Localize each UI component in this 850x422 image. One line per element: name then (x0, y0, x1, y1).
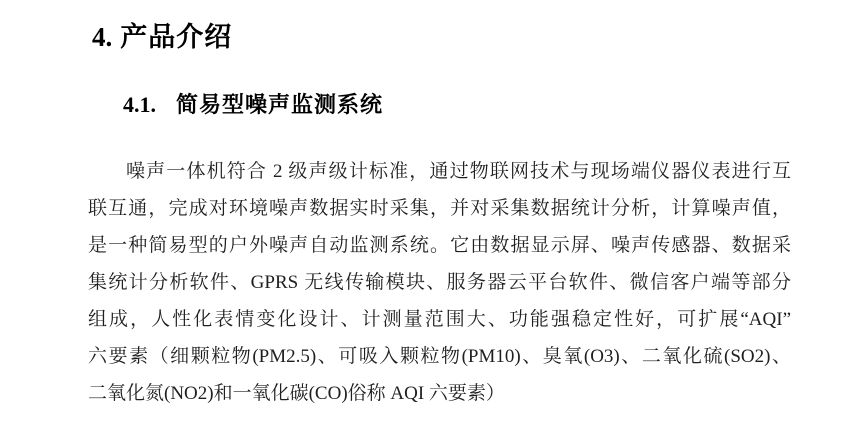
paragraph-line: 集统计分析软件、GPRS 无线传输模块、服务器云平台软件、微信客户端等部分 (88, 272, 791, 293)
paragraph-line: 是一种简易型的户外噪声自动监测系统。它由数据显示屏、噪声传感器、数据采 (88, 235, 791, 256)
paragraph-line: 组成，人性化表情变化设计、计测量范围大、功能强稳定性好，可扩展“AQI” (88, 309, 791, 330)
subsection-number: 4.1. (123, 92, 156, 117)
section-title: 产品介绍 (120, 22, 233, 52)
section-number: 4. (92, 22, 113, 52)
paragraph-line: 噪声一体机符合 2 级声级计标准，通过物联网技术与现场端仪器仪表进行互 (126, 161, 791, 182)
subsection-heading (123, 90, 383, 120)
paragraph (88, 153, 791, 412)
subsection-title: 简易型噪声监测系统 (176, 92, 384, 117)
paragraph-line: 联互通，完成对环境噪声数据实时采集，并对采集数据统计分析，计算噪声值， (88, 198, 791, 219)
paragraph-line: 二氧化氮(NO2)和一氧化碳(CO)俗称 AQI 六要素） (88, 383, 505, 404)
paragraph-line: 六要素（细颗粒物(PM2.5)、可吸入颗粒物(PM10)、臭氧(O3)、二氧化硫(SO2)、 (88, 346, 791, 367)
section-heading (92, 20, 232, 54)
